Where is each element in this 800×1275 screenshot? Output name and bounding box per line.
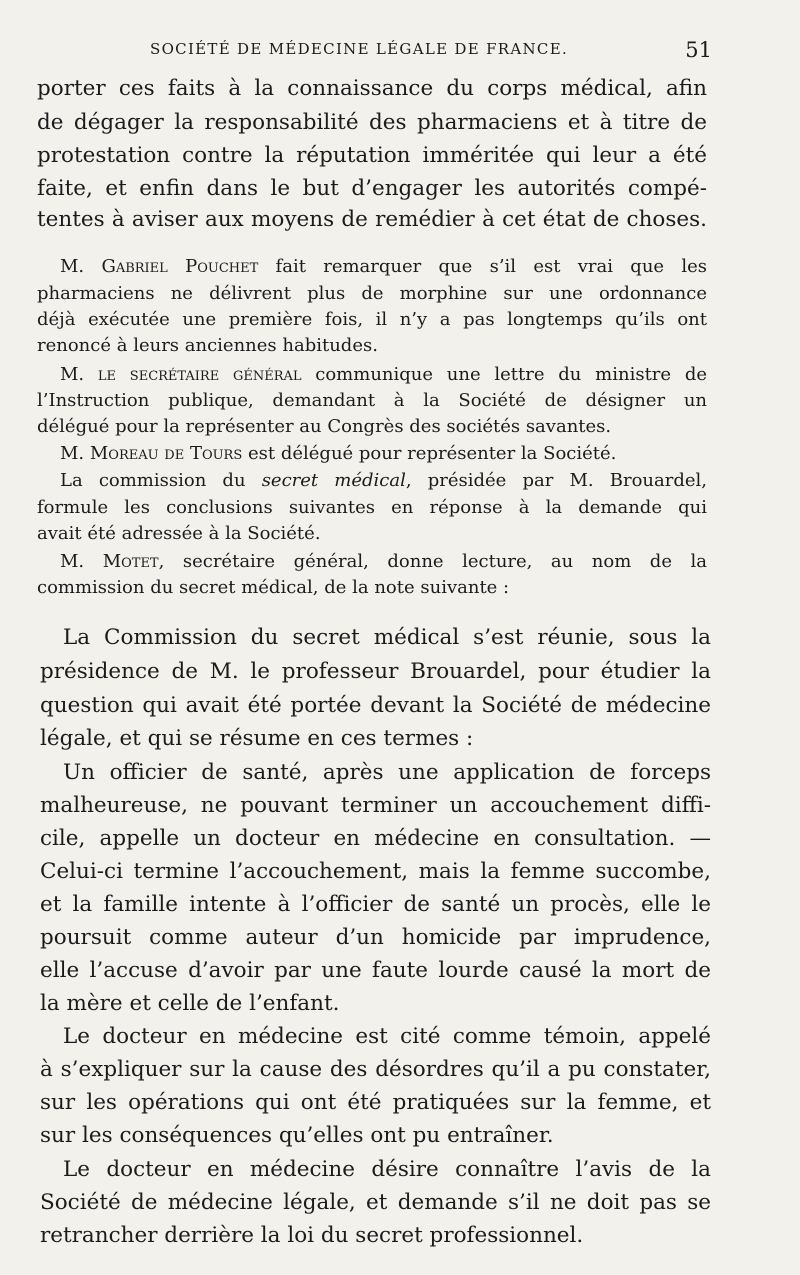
page-number: 51 [685, 38, 712, 62]
text-line: malheureuse, ne pouvant terminer un accouchement diffi- [40, 793, 711, 818]
text-segment: La commission du [60, 470, 262, 491]
text-line [60, 364, 707, 385]
text-line: poursuit comme auteur d’un homicide par imprudence, [40, 925, 711, 950]
speaker-prefix: M. [60, 443, 90, 464]
text-line [60, 470, 707, 491]
text-line: l’Instruction publique, demandant à la Société de désigner un [37, 390, 707, 411]
text-line: cile, appelle un docteur en médecine en consultation. — [40, 826, 711, 851]
text-segment: est délégué pour représenter la Société. [242, 443, 617, 464]
text-segment: communique une lettre du ministre de [301, 364, 707, 385]
text-line: formule les conclusions suivantes en réponse à la demande qui [37, 497, 707, 518]
text-line: commission du secret médical, de la note suivante : [37, 577, 510, 598]
text-line: et la famille intente à l’officier de santé un procès, elle le [40, 892, 711, 917]
text-line: sur les conséquences qu’elles ont pu entraîner. [40, 1123, 554, 1148]
text-line [60, 256, 707, 277]
running-title: SOCIÉTÉ DE MÉDECINE LÉGALE DE FRANCE. [150, 40, 569, 58]
text-line: déjà exécutée une première fois, il n’y a pas longtemps qu’ils ont [37, 309, 707, 330]
text-line: porter ces faits à la connaissance du corps médical, afin [37, 76, 707, 101]
text-segment: , présidée par M. Brouardel, [405, 470, 707, 491]
text-line: renoncé à leurs anciennes habitudes. [37, 335, 378, 356]
text-line: faite, et enfin dans le but d’engager les autorités compé- [37, 176, 707, 201]
text-line: pharmaciens ne délivrent plus de morphine sur une ordonnance [37, 283, 707, 304]
italic-term: secret médical [261, 470, 406, 491]
text-segment: fait remarquer que s’il est vrai que les [258, 256, 707, 277]
text-line: retrancher derrière la loi du secret professionnel. [40, 1223, 584, 1248]
text-line: Le docteur en médecine est cité comme témoin, appelé [63, 1024, 711, 1049]
speaker-prefix: M. [60, 551, 103, 572]
text-line: tentes à aviser aux moyens de remédier à cet état de choses. [37, 207, 707, 232]
speaker-name: Gabriel Pouchet [101, 256, 259, 277]
speaker-prefix: M. [60, 364, 98, 385]
speaker-prefix: M. [60, 256, 102, 277]
text-line: protestation contre la réputation imméritée qui leur a été [37, 143, 707, 168]
text-line: délégué pour la représenter au Congrès des sociétés savantes. [37, 416, 612, 437]
text-line: Un officier de santé, après une application de forceps [63, 760, 711, 785]
text-line: à s’expliquer sur la cause des désordres qu’il a pu constater, [40, 1057, 711, 1082]
text-line: elle l’accuse d’avoir par une faute lourde causé la mort de [40, 958, 711, 983]
running-head [150, 40, 710, 62]
text-segment: , secrétaire général, donne lecture, au nom de la [158, 551, 707, 572]
text-line: question qui avait été portée devant la Société de médecine [40, 693, 711, 718]
text-line: la mère et celle de l’enfant. [40, 991, 340, 1016]
text-line: sur les opérations qui ont été pratiquées sur la femme, et [40, 1090, 711, 1115]
speaker-name: Motet [102, 551, 159, 572]
speaker-name: Moreau de Tours [89, 443, 243, 464]
text-line: légale, et qui se résume en ces termes : [40, 726, 474, 751]
text-line: La Commission du secret médical s’est réunie, sous la [63, 625, 711, 650]
text-line: avait été adressée à la Société. [37, 523, 321, 544]
text-line: Le docteur en médecine désire connaître l’avis de la [63, 1157, 711, 1182]
text-line [60, 551, 707, 572]
text-line: de dégager la responsabilité des pharmaciens et à titre de [37, 110, 707, 135]
text-line [60, 443, 616, 464]
text-line: présidence de M. le professeur Brouardel, pour étudier la [40, 659, 711, 684]
text-line: Celui-ci termine l’accouchement, mais la femme succombe, [40, 859, 711, 884]
text-line: Société de médecine légale, et demande s’il ne doit pas se [40, 1190, 711, 1215]
speaker-name: le secrétaire général [97, 364, 302, 385]
